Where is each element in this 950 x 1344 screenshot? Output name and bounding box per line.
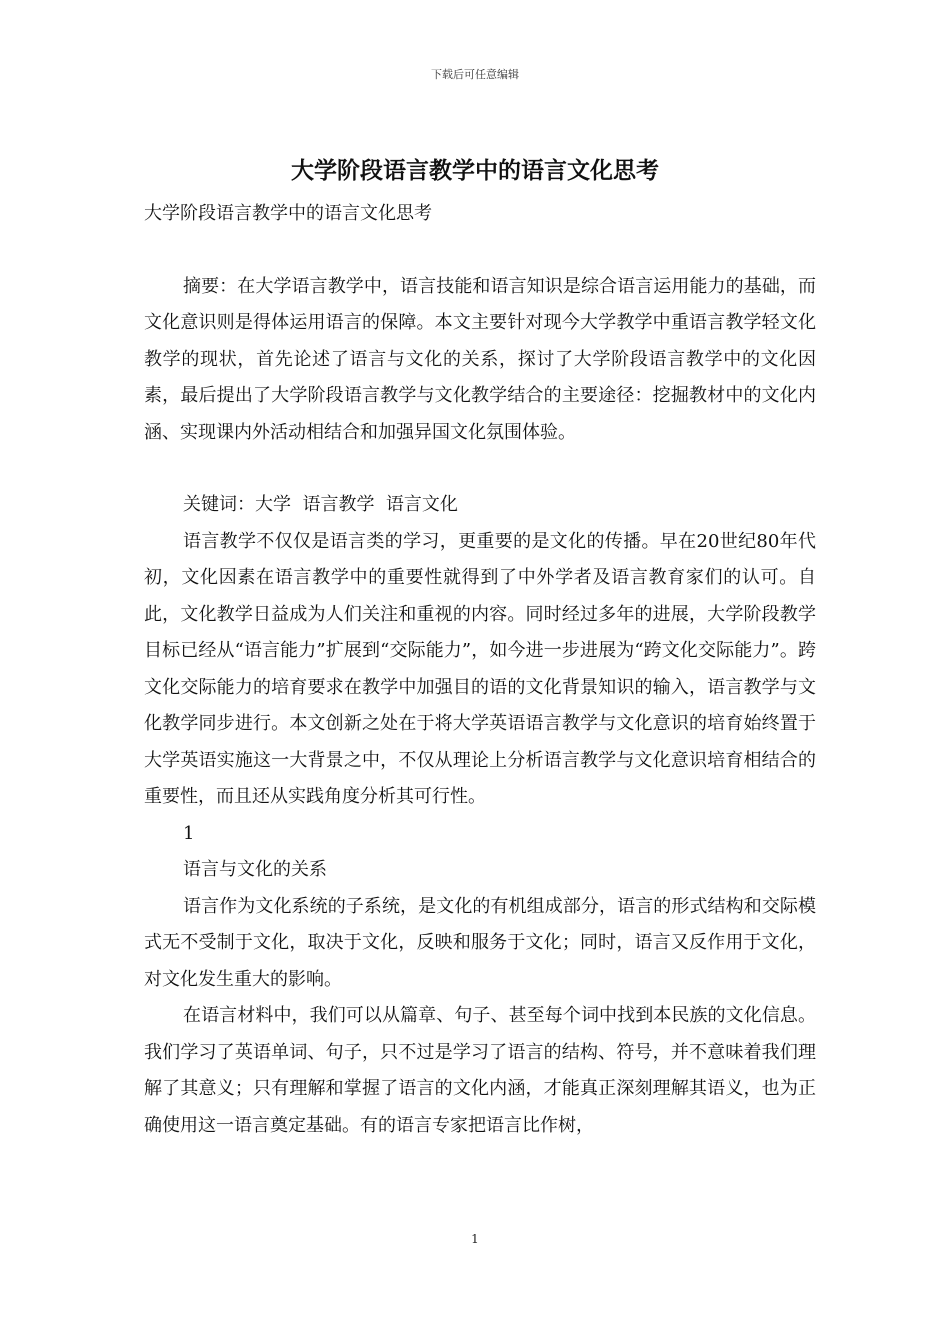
abstract-paragraph: 摘要：在大学语言教学中，语言技能和语言知识是综合语言运用能力的基础，而文化意识则是得体运用语言的保障。本文主要针对现今大学教学中重语言教学轻文化教学的现状，首先论述了语言与文化的关系，探讨了大学阶段语言教学中的文化因素，最后提出了大学阶段语言教学与文化教学结合的主要途径：挖掘教材中的文化内涵、实现课内外活动相结合和加强异国文化氛围体验。: [144, 275, 816, 443]
intro-paragraph: 语言教学不仅仅是语言类的学习，更重要的是文化的传播。早在20世纪80年代初，文化因素在语言教学中的重要性就得到了中外学者及语言教育家们的认可。自此，文化教学日益成为人们关注和重视的内容。同时经过多年的进展，大学阶段教学目标已经从“语言能力”扩展到“交际能力”，如今进一步进展为“跨文化交际能力”。跨文化交际能力的培育要求在教学中加强目的语的文化背景知识的输入，语言教学与文化教学同步进行。本文创新之处在于将大学英语语言教学与文化意识的培育始终置于大学英语实施这一大背景之中，不仅从理论上分析语言教学与文化意识培育相结合的重要性，而且还从实践角度分析其可行性。: [144, 530, 816, 807]
section-title: 语言与文化的关系: [183, 859, 327, 880]
header-note: 下载后可任意编辑: [431, 68, 519, 81]
document-body: [144, 196, 816, 1144]
spacer: [144, 451, 816, 487]
spacer: [144, 233, 816, 269]
body-paragraph: 在语言材料中，我们可以从篇章、句子、甚至每个词中找到本民族的文化信息。我们学习了英语单词、句子，只不过是学习了语言的结构、符号，并不意味着我们理解了其意义；只有理解和掌握了语言的文化内涵，才能真正深刻理解其语义，也为正确使用这一语言奠定基础。有的语言专家把语言比作树，: [144, 1005, 816, 1136]
keywords-line: 关键词：大学 语言教学 语言文化: [183, 494, 458, 515]
page-number: 1: [471, 1232, 479, 1246]
section-number: 1: [183, 822, 195, 844]
document-title: 大学阶段语言教学中的语言文化思考: [291, 157, 659, 184]
body-paragraph: 语言作为文化系统的子系统，是文化的有机组成部分，语言的形式结构和交际模式无不受制于文化，取决于文化，反映和服务于文化；同时，语言又反作用于文化，对文化发生重大的影响。: [144, 895, 816, 990]
document-subtitle: 大学阶段语言教学中的语言文化思考: [144, 203, 432, 224]
